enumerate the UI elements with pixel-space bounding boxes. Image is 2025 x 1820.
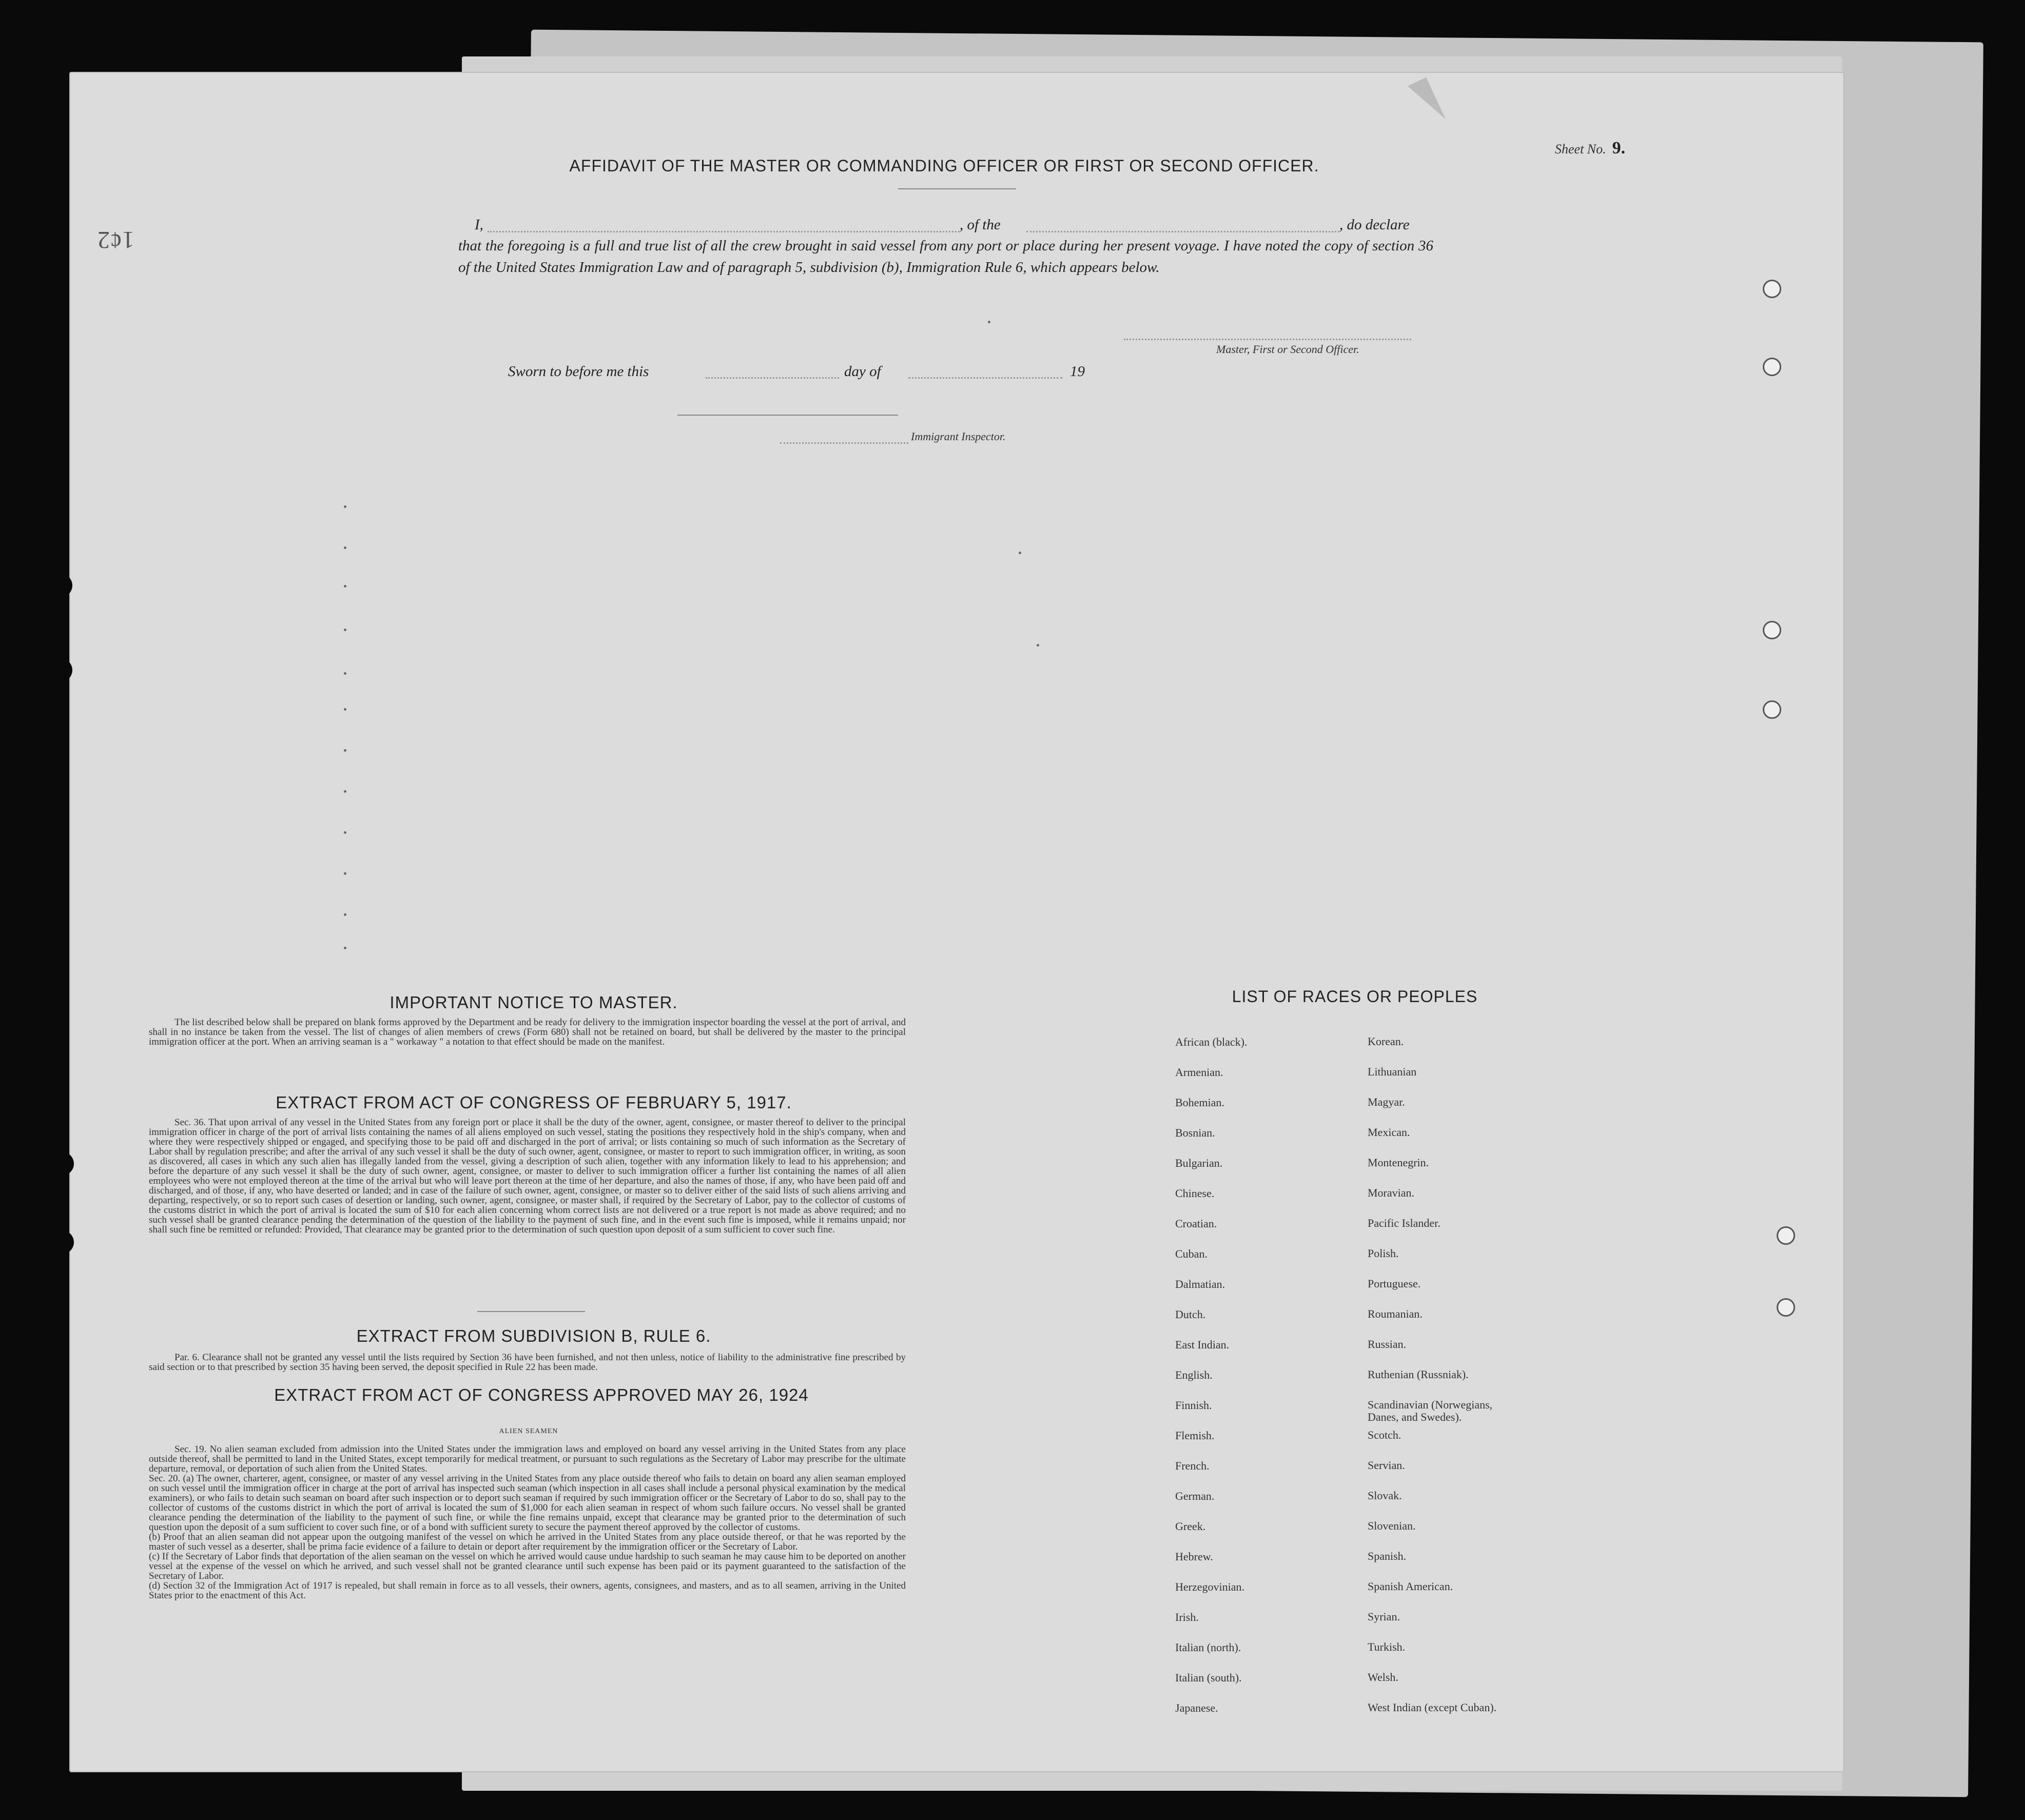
affidavit-i: I, <box>475 217 483 233</box>
row-guide-dot <box>344 546 346 549</box>
race-row <box>1170 1701 1555 1732</box>
races-title: LIST OF RACES OR PEOPLES <box>1232 987 1478 1006</box>
year-prefix: 19 <box>1070 363 1085 380</box>
race-left: Herzegovinian. <box>1175 1580 1244 1593</box>
affidavit-of-the: , of the <box>960 217 1001 233</box>
race-row <box>1170 1459 1555 1490</box>
punch-hole <box>1763 358 1781 376</box>
race-row <box>1170 1580 1555 1611</box>
race-left: Armenian. <box>1175 1066 1223 1079</box>
punch-hole <box>45 233 69 257</box>
race-right: Portuguese. <box>1368 1277 1421 1290</box>
row-guide-dot <box>1019 552 1021 554</box>
race-row <box>1170 1611 1555 1641</box>
race-left: Dalmatian. <box>1175 1278 1225 1290</box>
race-row <box>1170 1308 1555 1338</box>
race-left: Finnish. <box>1175 1399 1212 1412</box>
race-right: Turkish. <box>1368 1640 1406 1653</box>
race-right: Slovak. <box>1368 1489 1402 1502</box>
row-guide-dot <box>344 505 346 508</box>
title-rule <box>898 188 1016 189</box>
race-right: Korean. <box>1368 1035 1404 1048</box>
punch-hole <box>50 1152 74 1176</box>
punch-hole <box>1777 1298 1795 1317</box>
punch-hole <box>50 1230 74 1254</box>
race-left: Japanese. <box>1175 1701 1218 1714</box>
punch-hole <box>1763 280 1781 298</box>
affidavit-title: AFFIDAVIT OF THE MASTER OR COMMANDING OFFICER OR FIRST OR SECOND OFFICER. <box>569 156 1319 175</box>
race-right: Russian. <box>1368 1338 1407 1351</box>
race-row <box>1170 1338 1555 1368</box>
extract-1924-subtitle: ALIEN SEAMEN <box>499 1427 558 1435</box>
race-right: Polish. <box>1368 1247 1399 1260</box>
race-right: Spanish. <box>1368 1550 1407 1562</box>
race-row <box>1170 1247 1555 1278</box>
extract-rule6-text: Par. 6. Clearance shall not be granted any vessel until the lists required by Section 36 have been furnished, and not then unless, notice of liability to the administrative fine prescribed by said section or to that prescribed by section 35 having been served, the deposit specified in Rule 22 has been made. <box>149 1352 906 1373</box>
race-left: Cuban. <box>1175 1247 1208 1260</box>
race-right: Pacific Islander. <box>1368 1217 1440 1229</box>
inspector-blank[interactable] <box>780 442 908 444</box>
race-left: Chinese. <box>1175 1187 1215 1200</box>
signature-label: Master, First or Second Officer. <box>1216 343 1359 356</box>
race-right: Lithuanian <box>1368 1065 1417 1078</box>
race-row <box>1170 1550 1555 1580</box>
notice-text: The list described below shall be prepared on blank forms approved by the Department and be ready for delivery to the immigration inspector boarding the vessel at the port of arrival, and shall in no instance be taken from the vessel. The list of changes of alien members of crews (Form 680) shall not be retained on board, but shall be delivered by the master to the principal immigration officer at the port. When an arriving seaman is a " workaway " a notation to that effect should be made on the manifest. <box>149 1017 906 1047</box>
punch-hole <box>1777 1226 1795 1245</box>
race-right: Montenegrin. <box>1368 1156 1429 1169</box>
race-right: Moravian. <box>1368 1186 1415 1199</box>
race-right: Ruthenian (Russniak). <box>1368 1368 1469 1381</box>
row-guide-dot <box>344 708 346 711</box>
vessel-blank[interactable] <box>1026 231 1339 232</box>
race-right: Roumanian. <box>1368 1307 1423 1320</box>
race-row <box>1170 1035 1555 1066</box>
sheet-number-label: Sheet No. <box>1555 142 1606 156</box>
sworn-day-blank[interactable] <box>706 377 839 379</box>
name-blank[interactable] <box>488 231 960 232</box>
race-row <box>1170 1217 1555 1247</box>
row-guide-dot <box>344 947 346 949</box>
row-guide-dot <box>988 321 990 323</box>
extract-1924-text: Sec. 19. No alien seaman excluded from admission into the United States under the immigration laws and employed on board any vessel arriving in the United States from any place outside thereof, shall be permitted to land in the United States, except temporarily for medical treatment, or pursuant to such regulations as the Secretary of Labor may prescribe for the ultimate departure, removal, or deportation of such alien from the United States. Sec. 20. (a) The owner, charterer, agent, consignee, or master of any vessel arriving in the United States from any place outside thereof who fails to detain on board any alien seaman employed on such vessel until the immigration officer in charge at the port of arrival has inspected such seaman (which inspection in all cases shall include a personal physical examination by the medical examiners), or who fails to detain such seaman on board after such inspection or to deport such seaman if required by such immigration officer or the Secretary of Labor to do so, shall pay to the collector of customs of the customs district in which the port of arrival is located the sum of $1,000 for each alien seaman in respect of whom such failure occurs. No vessel shall be granted clearance pending the determination of the liability to the payment of such fine, or while the fine remains unpaid, except that clearance may be granted prior to the determination of such question upon the deposit of a sum sufficient to cover such fine, or of a bond with sufficient surety to secure the payment thereof approved by the collector of customs. (b) Proof that an alien seaman did not appear upon the outgoing manifest of the vessel on which he arrived in the United States from any place outside thereof, or that he was reported by the master of such vessel as a deserter, shall be prima facie evidence of a failure to detain or deport after requirement by the immigration officer or the Secretary of Labor. (c) If the Secretary of Labor finds that deportation of the alien seaman on the vessel on which he arrived would cause undue hardship to such seaman he may cause him to be deported on another vessel at the expense of the vessel on which he arrived, and such vessel shall not be granted clearance until such expense has been paid or its payment guaranteed to the satisfaction of the Secretary of Labor. (d) Section 32 of the Immigration Act of 1917 is repealed, but shall remain in force as to all vessels, their owners, agents, consignees, and masters, and as to all seamen, arriving in the United States prior to the enactment of this Act. <box>149 1444 906 1601</box>
race-left: Irish. <box>1175 1611 1199 1623</box>
sheet-number-value: 9. <box>1612 139 1626 158</box>
margin-handwriting: 1¢2 <box>98 226 134 253</box>
race-left: Greek. <box>1175 1520 1206 1533</box>
row-guide-dot <box>344 872 346 875</box>
race-row <box>1170 1096 1555 1126</box>
section-rule <box>477 1311 585 1312</box>
race-right: Magyar. <box>1368 1095 1405 1108</box>
race-row <box>1170 1429 1555 1459</box>
race-row <box>1170 1490 1555 1520</box>
row-guide-dot <box>344 585 346 588</box>
race-left: French. <box>1175 1459 1210 1472</box>
sworn-month-blank[interactable] <box>908 377 1062 379</box>
inspector-rule <box>677 415 898 416</box>
race-right: Mexican. <box>1368 1126 1410 1139</box>
extract-1924-title: EXTRACT FROM ACT OF CONGRESS APPROVED MAY 26, 1924 <box>274 1385 809 1404</box>
race-right: West Indian (except Cuban). <box>1368 1701 1497 1714</box>
row-guide-dot <box>344 831 346 834</box>
race-row <box>1170 1278 1555 1308</box>
race-row <box>1170 1066 1555 1096</box>
race-row <box>1170 1520 1555 1550</box>
race-row <box>1170 1399 1555 1429</box>
race-left: Flemish. <box>1175 1429 1215 1442</box>
race-left: Italian (south). <box>1175 1671 1242 1684</box>
race-row <box>1170 1368 1555 1399</box>
punch-hole <box>1763 700 1781 719</box>
race-right: Welsh. <box>1368 1671 1398 1684</box>
row-guide-dot <box>344 790 346 793</box>
race-right: Spanish American. <box>1368 1580 1453 1593</box>
day-of-text: day of <box>844 363 881 380</box>
race-row <box>1170 1671 1555 1701</box>
row-guide-dot <box>344 749 346 752</box>
affidavit-do-declare: , do declare <box>1339 217 1410 233</box>
row-guide-dot <box>1037 644 1039 647</box>
race-left: East Indian. <box>1175 1338 1230 1351</box>
punch-hole <box>45 272 69 296</box>
race-right: Syrian. <box>1368 1610 1400 1623</box>
race-left: Croatian. <box>1175 1217 1217 1230</box>
race-left: English. <box>1175 1368 1213 1381</box>
race-right: Scotch. <box>1368 1428 1401 1441</box>
race-left: Hebrew. <box>1175 1550 1213 1563</box>
race-right: Servian. <box>1368 1459 1405 1472</box>
affidavit-body: that the foregoing is a full and true list of all the crew brought in said vessel from any port or place during her present voyage. I have noted the copy of section 36 of the United States Immigration Law and of paragraph 5, subdivision (b), Immigration Rule 6, which appears below. <box>458 238 1433 276</box>
extract-1917-text: Sec. 36. That upon arrival of any vessel in the United States from any foreign port or place it shall be the duty of the owner, agent, consignee, or master thereof to deliver to the principal immigration officer in charge of the port of arrival lists containing the names of all aliens employed on such vessel, stating the positions they respectively hold in the ship's company, when and where they were respectively shipped or engaged, and specifying those to be paid off and discharged in the port of arrival; or lists containing so much of such information as the Secretary of Labor shall by regulation prescribe; and after the arrival of any such vessel it shall be the duty of such owner, agent, consignee, or master to report to such immigration officer, in writing, as soon as discovered, all cases in which any such alien has illegally landed from the vessel, giving a description of such alien, together with any information likely to lead to his apprehension; and before the departure of any such vessel it shall be the duty of such owner, agent, consignee, or master to deliver to such immigration officer a further list containing the names of all alien employees who were not employed thereon at the time of the arrival but who will leave port thereon at the time of her departure, and also the names of those, if any, who have been paid off and discharged, and of those, if any, who have deserted or landed; and in case of the failure of such owner, agent, consignee, or master so to deliver either of the said lists of such aliens arriving and departing, respectively, or so to report such cases of desertion or landing, such owner, agent, consignee, or master shall, if required by the Secretary of Labor, pay to the collector of customs of the customs district in which the port of arrival is located the sum of $10 for each alien concerning whom correct lists are not delivered or a true report is not made as above required; and no such vessel shall be granted clearance pending the determination of the question of the liability to the payment of such fine, and in the event such fine is imposed, while it remains unpaid; nor shall such fine be remitted or refunded: Provided, That clearance may be granted prior to the determination of such question upon deposit of a sum sufficient to cover such fine. <box>149 1117 906 1235</box>
signature-blank[interactable] <box>1124 339 1411 340</box>
sworn-text: Sworn to before me this <box>508 363 649 380</box>
race-left: Italian (north). <box>1175 1641 1241 1654</box>
race-row <box>1170 1126 1555 1157</box>
row-guide-dot <box>344 672 346 675</box>
race-left: Dutch. <box>1175 1308 1206 1321</box>
race-left: Bosnian. <box>1175 1126 1215 1139</box>
race-left: Bohemian. <box>1175 1096 1224 1109</box>
race-row <box>1170 1187 1555 1217</box>
punch-hole <box>49 574 72 597</box>
row-guide-dot <box>344 913 346 916</box>
notice-title: IMPORTANT NOTICE TO MASTER. <box>390 993 678 1012</box>
race-row <box>1170 1157 1555 1187</box>
row-guide-dot <box>344 629 346 631</box>
race-right: Slovenian. <box>1368 1519 1416 1532</box>
punch-hole <box>1763 621 1781 639</box>
extract-rule6-title: EXTRACT FROM SUBDIVISION B, RULE 6. <box>356 1326 711 1345</box>
race-row <box>1170 1641 1555 1671</box>
inspector-label: Immigrant Inspector. <box>911 430 1006 443</box>
race-right: Scandinavian (Norwegians, Danes, and Swedes). <box>1368 1398 1493 1423</box>
race-left: Bulgarian. <box>1175 1157 1223 1169</box>
extract-1917-title: EXTRACT FROM ACT OF CONGRESS OF FEBRUARY 5, 1917. <box>276 1093 792 1112</box>
race-left: German. <box>1175 1490 1215 1502</box>
race-left: African (black). <box>1175 1035 1248 1048</box>
races-list <box>1170 1035 1555 1732</box>
punch-hole <box>49 658 72 682</box>
sheet-number <box>1555 139 1625 158</box>
